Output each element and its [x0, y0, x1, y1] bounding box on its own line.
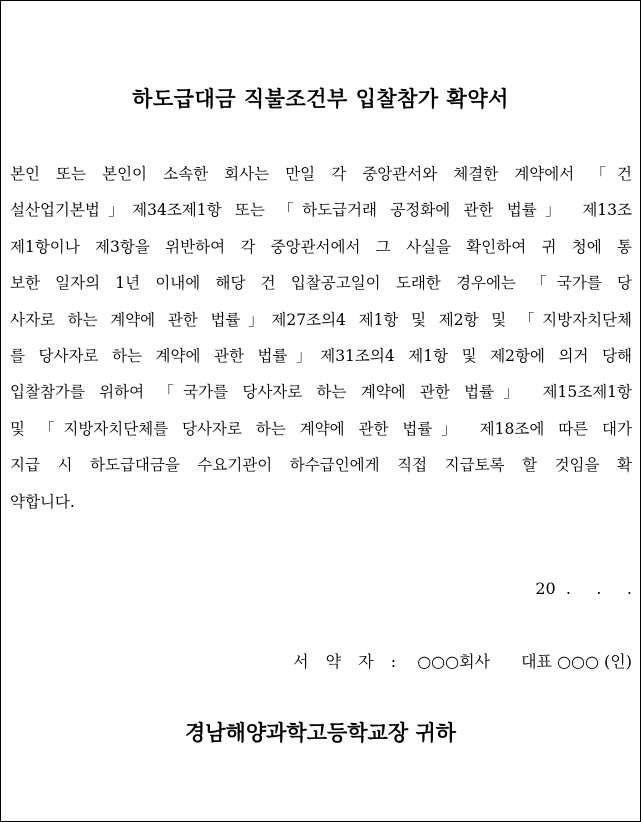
- recipient-line: 경남해양과학고등학교장 귀하: [184, 720, 457, 745]
- body-line: 사자로 하는 계약에 관한 법률」제27조의4 제1항 및 제2항 및 「지방자치단체: [10, 310, 632, 329]
- signer-company: ○○○회사: [417, 652, 490, 671]
- body-line: 설산업기본법」제34조제1항 또는 「하도급거래 공정화에 관한 법률」 제13조: [10, 201, 632, 220]
- date-line: [535, 579, 632, 598]
- body-line: 를 당사자로 하는 계약에 관한 법률」제31조의4 제1항 및 제2항에 의거 당해: [10, 346, 632, 365]
- body-line: 입찰참가를 위하여 「국가를 당사자로 하는 계약에 관한 법률」 제15조제1항: [10, 383, 632, 402]
- body-line: 약합니다.: [10, 492, 75, 511]
- body-line: 지급 시 하도급대금을 수요기관이 하수급인에게 직접 지급토록 할 것임을 확: [10, 456, 632, 475]
- signer-label: 서 약 자 :: [293, 652, 403, 671]
- body-line: 제1항이나 제3항을 위반하여 각 중앙관서에서 그 사실을 확인하여 귀 청에 통: [10, 237, 632, 256]
- date-text: 20 . . .: [535, 579, 632, 598]
- body-line: 및 「지방자치단체를 당사자로 하는 계약에 관한 법률」 제18조에 따른 대가: [10, 419, 632, 438]
- body-line: 본인 또는 본인이 소속한 회사는 만일 각 중앙관서와 체결한 계약에서 「건: [10, 165, 632, 183]
- signer-representative: 대표 ○○○ (인): [521, 652, 632, 671]
- document-body: [10, 156, 632, 520]
- signer-line: [293, 649, 632, 672]
- document-title: 하도급대금 직불조건부 입찰참가 확약서: [132, 86, 509, 111]
- body-line: 보한 일자의 1년 이내에 해당 건 입찰공고일이 도래한 경우에는 「국가를 당: [10, 274, 632, 293]
